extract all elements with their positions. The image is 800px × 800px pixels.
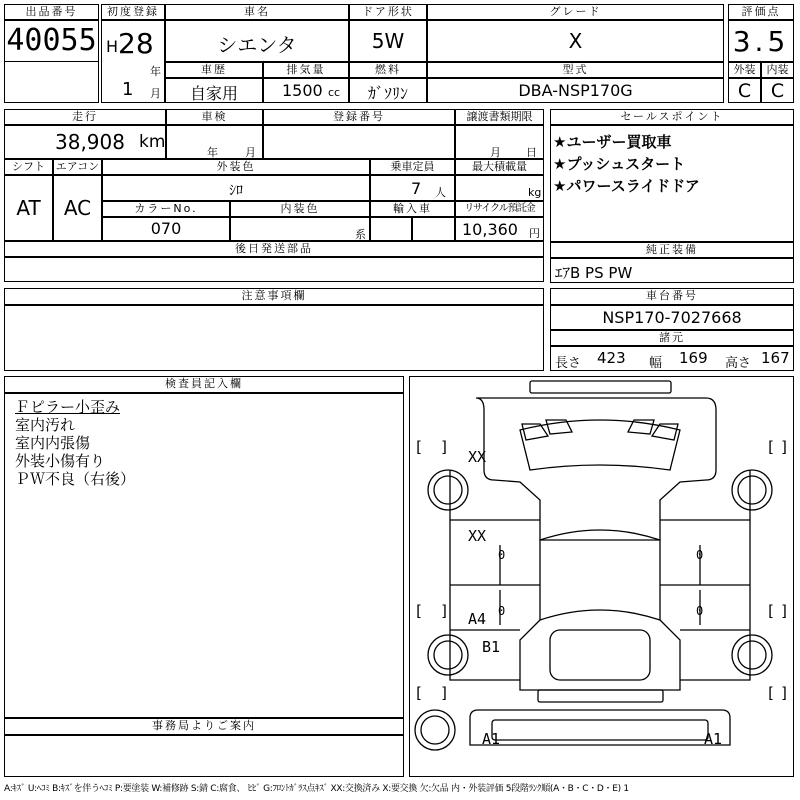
damage-mark-rear-door: A4 [468,610,487,628]
import-label: 輸入車 [370,201,455,217]
first-registration-box [101,20,165,103]
transfer-month-unit: 月 [490,146,501,159]
inspection-label: 車検 [166,109,263,125]
chassis-number-label: 車台番号 [550,288,794,305]
recycle-unit: 円 [529,227,540,240]
inspection-box [166,125,263,159]
interior-box [761,78,794,103]
bracket-9: [ [414,684,424,702]
car-name: シエンタ [217,33,297,57]
exterior-box [728,78,761,103]
era: H [106,37,119,56]
import-box-b [412,217,455,241]
later-parts-box [4,257,544,282]
inspector-notes-box [4,393,404,718]
recycle-label: リサイクル預託金 [455,201,544,217]
dimensions-box [550,346,794,371]
score-box [728,20,794,62]
recycle-box [455,217,544,241]
bracket-4: ] [780,438,790,456]
exterior-color-label: 外装色 [102,159,370,175]
interior-label: 内装 [761,62,794,78]
shift-label: シフト [4,159,53,175]
inspector-notes-label: 検査員記入欄 [4,376,404,393]
door: 5W [371,29,405,53]
max-load-box [455,175,544,201]
bracket-11: [ [766,684,776,702]
bracket-6: ] [440,602,450,620]
lot-number-box [4,20,99,62]
damage-code-legend: A:ｷｽﾞ U:ﾍｺﾐ B:ｷｽﾞを伴うﾍｺﾐ P:要塗装 W:補修跡 S:錆 C:腐食、 ﾋﾋﾞ G:ﾌﾛﾝﾄｶﾞﾗｽ点ｷｽﾞ XX:交換済み X:要交換 欠:欠品 内・外装評価 5段階ﾗﾝｸ順(A・B・C・D・E) 1 [4,784,629,794]
inspection-year-unit: 年 [207,146,218,159]
damage-mark-bumper-left: A1 [482,730,501,748]
dimensions-label: 諸元 [550,330,794,346]
equipment: ｴｱB PS PW [555,264,633,282]
interior-color-unit: 系 [355,228,366,241]
sales-point-3: ★パワースライドドア [553,177,700,195]
exterior-grade: C [737,80,752,102]
import-box-a [370,217,412,241]
history: 自家用 [189,84,238,103]
mileage-box [4,125,166,159]
lot-number-label: 出品番号 [4,4,99,20]
zero-3: 0 [696,548,704,562]
zero-1: 0 [498,548,506,562]
exterior-color-box [102,175,370,201]
shift-box [4,175,53,241]
interior-color-label: 内装色 [230,201,370,217]
lot-number: 40055 [6,23,97,58]
shift: AT [16,196,41,220]
length: 423 [597,349,626,367]
height-label: 高さ [725,356,752,371]
damage-mark-bumper-right: A1 [704,730,723,748]
transfer-deadline-box [455,125,544,159]
zero-2: 0 [498,604,506,618]
aircon-box [53,175,102,241]
office-notice-box [4,735,404,777]
car-diagram-frame [409,376,794,777]
model-box [427,78,724,103]
color-number: 070 [150,219,182,238]
bracket-8: ] [780,602,790,620]
capacity-box [370,175,455,201]
capacity: 7 [411,179,422,198]
chassis-number-box [550,305,794,330]
fuel: ｶﾞｿﾘﾝ [367,84,408,103]
chassis-number: NSP170-7027668 [602,308,742,327]
exterior-color: ｼﾛ [229,183,243,199]
month-unit: 月 [150,87,161,100]
bracket-10: ] [440,684,450,702]
sales-point-2: ★プッシュスタート [553,155,686,173]
bracket-1: [ [414,438,424,456]
recycle: 10,360 [462,220,518,239]
score-label: 評価点 [728,4,794,20]
year: 28 [118,27,154,60]
aircon: AC [63,196,92,220]
mileage-label: 走行 [4,109,166,125]
lot-blank-box [4,61,99,103]
bracket-12: ] [780,684,790,702]
inspector-note-5: ＰＷ不良（右後） [15,470,136,488]
capacity-label: 乗車定員 [370,159,455,175]
color-number-box [102,217,230,241]
transfer-day-unit: 日 [526,146,537,159]
inspector-note-2: 室内汚れ [15,416,76,434]
damage-mark-front-door: XX [468,527,487,545]
inspector-note-4: 外装小傷有り [15,452,106,470]
month: 1 [122,79,134,100]
grade: X [568,29,583,53]
transfer-deadline-label: 譲渡書類期限 [455,109,544,125]
notes-box [4,305,544,371]
history-label: 車歴 [165,62,263,78]
max-load-unit: kg [528,186,542,199]
mileage: 38,908 [55,130,125,154]
displacement: 1500 [282,81,323,100]
inspection-month-unit: 月 [245,146,256,159]
registration-number-label: 登録番号 [263,109,455,125]
registration-number-box [263,125,455,159]
inspector-note-1: Ｆピラー小歪み [15,398,121,416]
bracket-5: [ [414,602,424,620]
inspector-note-3: 室内内張傷 [15,434,91,452]
office-notice-label: 事務局よりご案内 [4,718,404,735]
displacement-label: 排気量 [263,62,349,78]
damage-mark-fender: XX [468,448,487,466]
car-name-box [165,20,349,62]
height: 167 [761,349,790,367]
sales-points-box [550,125,794,242]
grade-label: グレード [427,4,724,20]
interior-color-box [230,217,370,241]
score: 3.5 [732,25,790,58]
fuel-label: 燃料 [349,62,427,78]
width-label: 幅 [649,356,663,371]
max-load-label: 最大積載量 [455,159,544,175]
year-unit: 年 [150,65,161,78]
first-registration-label: 初度登録 [101,4,165,20]
length-label: 長さ [555,356,582,371]
zero-4: 0 [696,604,704,618]
door-box [349,20,427,62]
color-number-label: カラーNo. [102,201,230,217]
displacement-unit: cc [328,86,341,99]
car-name-label: 車名 [165,4,349,20]
displacement-box [263,78,349,103]
notes-label: 注意事項欄 [4,288,544,305]
door-label: ドア形状 [349,4,427,20]
damage-mark-quarter: B1 [482,638,501,656]
exterior-label: 外装 [728,62,761,78]
sales-point-1: ★ユーザー買取車 [553,133,672,151]
width: 169 [679,349,708,367]
later-parts-label: 後日発送部品 [4,241,544,257]
history-box [165,78,263,103]
equipment-box [550,258,794,283]
sales-points-label: セールスポイント [550,109,794,125]
model-label: 型式 [427,62,724,78]
aircon-label: エアコン [53,159,102,175]
mileage-unit: km [139,132,166,152]
capacity-unit: 人 [435,186,446,199]
bracket-7: [ [766,602,776,620]
bracket-3: [ [766,438,776,456]
grade-box [427,20,724,62]
fuel-box [349,78,427,103]
equipment-label: 純正装備 [550,242,794,258]
bracket-2: ] [440,438,450,456]
model: DBA-NSP170G [518,81,633,100]
interior-grade: C [770,80,785,102]
